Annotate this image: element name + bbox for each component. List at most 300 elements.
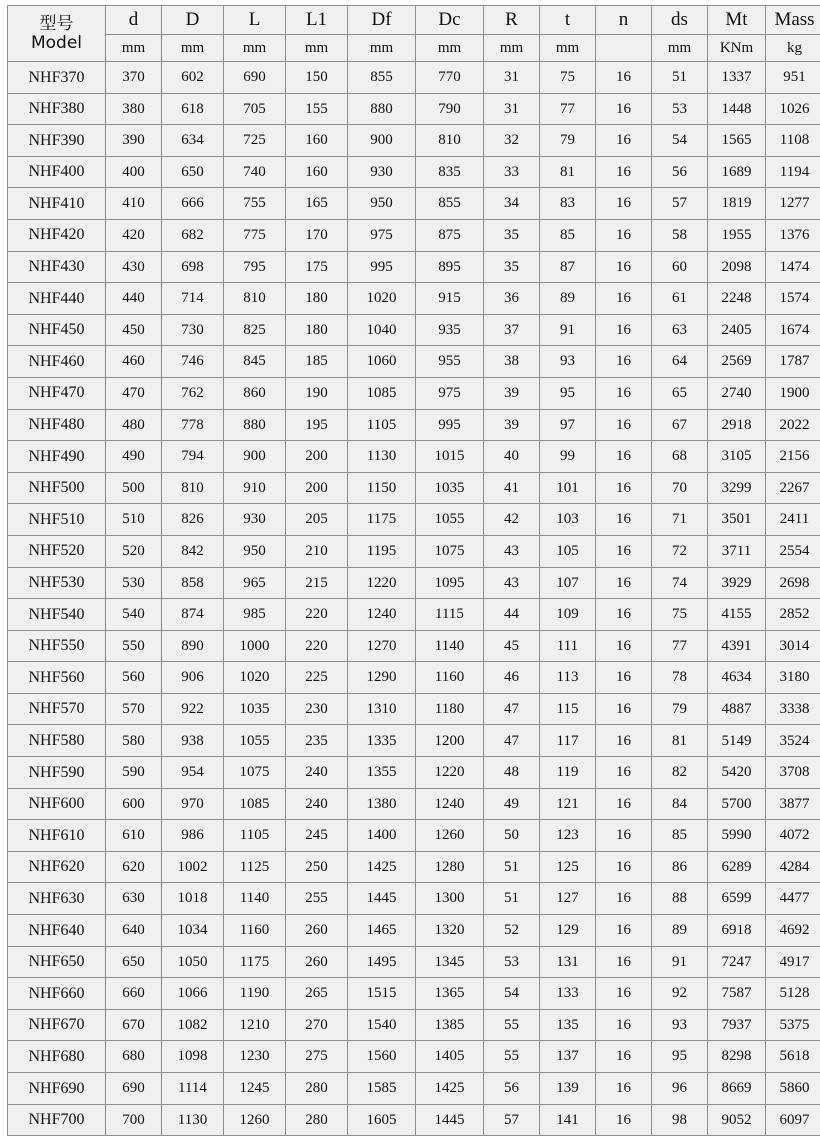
cell-value: 995 bbox=[348, 251, 416, 283]
cell-value: 35 bbox=[484, 251, 540, 283]
cell-value: 540 bbox=[106, 599, 162, 631]
cell-model: NHF680 bbox=[8, 1041, 106, 1073]
cell-value: 5700 bbox=[708, 788, 766, 820]
cell-value: 1018 bbox=[162, 883, 224, 915]
specification-table bbox=[7, 5, 820, 1136]
cell-value: 1310 bbox=[348, 693, 416, 725]
cell-value: 1002 bbox=[162, 851, 224, 883]
cell-value: 1260 bbox=[224, 1104, 286, 1136]
cell-value: 38 bbox=[484, 346, 540, 378]
cell-value: 121 bbox=[540, 788, 596, 820]
cell-value: 16 bbox=[596, 1073, 652, 1105]
cell-value: 5990 bbox=[708, 820, 766, 852]
cell-value: 1674 bbox=[766, 314, 820, 346]
cell-value: 1787 bbox=[766, 346, 820, 378]
cell-value: 7587 bbox=[708, 978, 766, 1010]
cell-value: 210 bbox=[286, 535, 348, 567]
cell-value: 111 bbox=[540, 630, 596, 662]
cell-value: 520 bbox=[106, 535, 162, 567]
cell-value: 85 bbox=[540, 219, 596, 251]
cell-value: 1108 bbox=[766, 125, 820, 157]
cell-value: 1082 bbox=[162, 1009, 224, 1041]
cell-value: 70 bbox=[652, 472, 708, 504]
cell-value: 16 bbox=[596, 377, 652, 409]
cell-value: 480 bbox=[106, 409, 162, 441]
cell-value: 85 bbox=[652, 820, 708, 852]
cell-value: 16 bbox=[596, 946, 652, 978]
unit-Df: mm bbox=[348, 35, 416, 62]
cell-value: 910 bbox=[224, 472, 286, 504]
cell-value: 825 bbox=[224, 314, 286, 346]
cell-value: 915 bbox=[416, 283, 484, 315]
cell-value: 530 bbox=[106, 567, 162, 599]
cell-value: 1540 bbox=[348, 1009, 416, 1041]
cell-value: 16 bbox=[596, 535, 652, 567]
cell-value: 225 bbox=[286, 662, 348, 694]
unit-ds: mm bbox=[652, 35, 708, 62]
cell-value: 1140 bbox=[224, 883, 286, 915]
cell-model: NHF600 bbox=[8, 788, 106, 820]
cell-value: 730 bbox=[162, 314, 224, 346]
cell-value: 580 bbox=[106, 725, 162, 757]
cell-value: 1034 bbox=[162, 915, 224, 947]
cell-value: 670 bbox=[106, 1009, 162, 1041]
cell-value: 1130 bbox=[162, 1104, 224, 1136]
unit-t: mm bbox=[540, 35, 596, 62]
cell-value: 1220 bbox=[416, 757, 484, 789]
cell-value: 55 bbox=[484, 1009, 540, 1041]
table-row bbox=[8, 1041, 820, 1073]
cell-value: 370 bbox=[106, 62, 162, 94]
cell-value: 16 bbox=[596, 978, 652, 1010]
cell-value: 50 bbox=[484, 820, 540, 852]
column-header-Df: Df bbox=[348, 6, 416, 35]
cell-value: 1689 bbox=[708, 156, 766, 188]
cell-value: 16 bbox=[596, 409, 652, 441]
cell-value: 1425 bbox=[416, 1073, 484, 1105]
cell-value: 31 bbox=[484, 93, 540, 125]
cell-value: 1130 bbox=[348, 441, 416, 473]
cell-value: 230 bbox=[286, 693, 348, 725]
cell-value: 34 bbox=[484, 188, 540, 220]
cell-model: NHF510 bbox=[8, 504, 106, 536]
cell-model: NHF590 bbox=[8, 757, 106, 789]
cell-value: 200 bbox=[286, 472, 348, 504]
cell-value: 1015 bbox=[416, 441, 484, 473]
cell-value: 103 bbox=[540, 504, 596, 536]
cell-value: 190 bbox=[286, 377, 348, 409]
cell-value: 1026 bbox=[766, 93, 820, 125]
cell-value: 2267 bbox=[766, 472, 820, 504]
cell-value: 1160 bbox=[224, 915, 286, 947]
cell-value: 275 bbox=[286, 1041, 348, 1073]
cell-value: 101 bbox=[540, 472, 596, 504]
cell-value: 42 bbox=[484, 504, 540, 536]
cell-value: 16 bbox=[596, 757, 652, 789]
cell-value: 98 bbox=[652, 1104, 708, 1136]
cell-model: NHF380 bbox=[8, 93, 106, 125]
cell-value: 165 bbox=[286, 188, 348, 220]
cell-value: 975 bbox=[416, 377, 484, 409]
cell-value: 680 bbox=[106, 1041, 162, 1073]
cell-value: 810 bbox=[224, 283, 286, 315]
unit-L: mm bbox=[224, 35, 286, 62]
column-header-model-cn: 型号 bbox=[8, 15, 105, 34]
cell-value: 610 bbox=[106, 820, 162, 852]
cell-value: 86 bbox=[652, 851, 708, 883]
cell-value: 775 bbox=[224, 219, 286, 251]
cell-value: 270 bbox=[286, 1009, 348, 1041]
cell-value: 96 bbox=[652, 1073, 708, 1105]
table-row bbox=[8, 377, 820, 409]
table-row bbox=[8, 1104, 820, 1136]
cell-value: 1280 bbox=[416, 851, 484, 883]
cell-value: 16 bbox=[596, 93, 652, 125]
cell-value: 630 bbox=[106, 883, 162, 915]
cell-value: 950 bbox=[224, 535, 286, 567]
cell-value: 2022 bbox=[766, 409, 820, 441]
cell-value: 874 bbox=[162, 599, 224, 631]
cell-value: 951 bbox=[766, 62, 820, 94]
cell-value: 705 bbox=[224, 93, 286, 125]
cell-value: 1560 bbox=[348, 1041, 416, 1073]
cell-value: 3299 bbox=[708, 472, 766, 504]
table-row bbox=[8, 219, 820, 251]
cell-value: 1105 bbox=[348, 409, 416, 441]
cell-value: 1085 bbox=[348, 377, 416, 409]
header-row-units bbox=[8, 35, 820, 62]
cell-value: 3501 bbox=[708, 504, 766, 536]
cell-value: 16 bbox=[596, 346, 652, 378]
cell-value: 1195 bbox=[348, 535, 416, 567]
cell-value: 53 bbox=[652, 93, 708, 125]
cell-value: 3711 bbox=[708, 535, 766, 567]
cell-value: 602 bbox=[162, 62, 224, 94]
cell-value: 930 bbox=[224, 504, 286, 536]
cell-value: 245 bbox=[286, 820, 348, 852]
cell-value: 1020 bbox=[224, 662, 286, 694]
cell-value: 16 bbox=[596, 283, 652, 315]
cell-value: 842 bbox=[162, 535, 224, 567]
cell-value: 92 bbox=[652, 978, 708, 1010]
cell-value: 141 bbox=[540, 1104, 596, 1136]
header-row-symbols bbox=[8, 6, 820, 35]
cell-value: 155 bbox=[286, 93, 348, 125]
cell-value: 260 bbox=[286, 946, 348, 978]
cell-value: 52 bbox=[484, 915, 540, 947]
cell-value: 2852 bbox=[766, 599, 820, 631]
cell-value: 137 bbox=[540, 1041, 596, 1073]
cell-value: 2405 bbox=[708, 314, 766, 346]
cell-value: 44 bbox=[484, 599, 540, 631]
cell-value: 880 bbox=[224, 409, 286, 441]
cell-value: 91 bbox=[652, 946, 708, 978]
cell-value: 1150 bbox=[348, 472, 416, 504]
cell-value: 95 bbox=[540, 377, 596, 409]
cell-value: 690 bbox=[106, 1073, 162, 1105]
cell-value: 1900 bbox=[766, 377, 820, 409]
cell-value: 35 bbox=[484, 219, 540, 251]
cell-value: 4887 bbox=[708, 693, 766, 725]
cell-value: 970 bbox=[162, 788, 224, 820]
table-row bbox=[8, 93, 820, 125]
cell-value: 450 bbox=[106, 314, 162, 346]
cell-value: 922 bbox=[162, 693, 224, 725]
cell-value: 380 bbox=[106, 93, 162, 125]
cell-value: 51 bbox=[484, 851, 540, 883]
cell-value: 16 bbox=[596, 472, 652, 504]
cell-value: 89 bbox=[540, 283, 596, 315]
cell-value: 400 bbox=[106, 156, 162, 188]
cell-value: 620 bbox=[106, 851, 162, 883]
cell-value: 950 bbox=[348, 188, 416, 220]
cell-value: 56 bbox=[652, 156, 708, 188]
cell-value: 1445 bbox=[416, 1104, 484, 1136]
cell-value: 64 bbox=[652, 346, 708, 378]
cell-value: 46 bbox=[484, 662, 540, 694]
cell-value: 490 bbox=[106, 441, 162, 473]
cell-model: NHF500 bbox=[8, 472, 106, 504]
cell-value: 1355 bbox=[348, 757, 416, 789]
cell-value: 16 bbox=[596, 62, 652, 94]
table-row bbox=[8, 346, 820, 378]
cell-value: 16 bbox=[596, 156, 652, 188]
cell-model: NHF580 bbox=[8, 725, 106, 757]
cell-value: 16 bbox=[596, 567, 652, 599]
cell-value: 1115 bbox=[416, 599, 484, 631]
cell-value: 255 bbox=[286, 883, 348, 915]
table-row bbox=[8, 314, 820, 346]
cell-value: 1376 bbox=[766, 219, 820, 251]
cell-value: 99 bbox=[540, 441, 596, 473]
cell-value: 3877 bbox=[766, 788, 820, 820]
cell-value: 45 bbox=[484, 630, 540, 662]
cell-value: 1300 bbox=[416, 883, 484, 915]
cell-value: 95 bbox=[652, 1041, 708, 1073]
cell-value: 43 bbox=[484, 567, 540, 599]
cell-value: 16 bbox=[596, 915, 652, 947]
column-header-Dc: Dc bbox=[416, 6, 484, 35]
cell-value: 1605 bbox=[348, 1104, 416, 1136]
cell-value: 954 bbox=[162, 757, 224, 789]
cell-value: 755 bbox=[224, 188, 286, 220]
cell-value: 714 bbox=[162, 283, 224, 315]
table-row bbox=[8, 788, 820, 820]
cell-value: 31 bbox=[484, 62, 540, 94]
cell-value: 634 bbox=[162, 125, 224, 157]
cell-value: 1075 bbox=[416, 535, 484, 567]
cell-value: 1445 bbox=[348, 883, 416, 915]
cell-value: 1335 bbox=[348, 725, 416, 757]
cell-value: 74 bbox=[652, 567, 708, 599]
cell-model: NHF420 bbox=[8, 219, 106, 251]
cell-value: 700 bbox=[106, 1104, 162, 1136]
cell-value: 682 bbox=[162, 219, 224, 251]
cell-value: 41 bbox=[484, 472, 540, 504]
cell-value: 16 bbox=[596, 851, 652, 883]
cell-value: 430 bbox=[106, 251, 162, 283]
cell-value: 420 bbox=[106, 219, 162, 251]
cell-value: 54 bbox=[652, 125, 708, 157]
table-row bbox=[8, 62, 820, 94]
cell-model: NHF490 bbox=[8, 441, 106, 473]
cell-value: 5149 bbox=[708, 725, 766, 757]
cell-value: 16 bbox=[596, 693, 652, 725]
cell-value: 2411 bbox=[766, 504, 820, 536]
cell-value: 1105 bbox=[224, 820, 286, 852]
cell-value: 75 bbox=[540, 62, 596, 94]
table-row bbox=[8, 251, 820, 283]
cell-value: 1055 bbox=[416, 504, 484, 536]
cell-value: 265 bbox=[286, 978, 348, 1010]
cell-value: 16 bbox=[596, 662, 652, 694]
cell-value: 170 bbox=[286, 219, 348, 251]
cell-value: 250 bbox=[286, 851, 348, 883]
cell-value: 260 bbox=[286, 915, 348, 947]
cell-value: 16 bbox=[596, 188, 652, 220]
cell-value: 770 bbox=[416, 62, 484, 94]
column-header-D: D bbox=[162, 6, 224, 35]
cell-value: 955 bbox=[416, 346, 484, 378]
cell-value: 3338 bbox=[766, 693, 820, 725]
cell-model: NHF670 bbox=[8, 1009, 106, 1041]
cell-value: 1400 bbox=[348, 820, 416, 852]
cell-value: 3014 bbox=[766, 630, 820, 662]
table-row bbox=[8, 820, 820, 852]
cell-value: 1035 bbox=[416, 472, 484, 504]
cell-model: NHF480 bbox=[8, 409, 106, 441]
cell-value: 48 bbox=[484, 757, 540, 789]
cell-model: NHF620 bbox=[8, 851, 106, 883]
cell-value: 16 bbox=[596, 1104, 652, 1136]
cell-value: 1365 bbox=[416, 978, 484, 1010]
cell-value: 79 bbox=[652, 693, 708, 725]
cell-value: 1565 bbox=[708, 125, 766, 157]
unit-d: mm bbox=[106, 35, 162, 62]
cell-value: 4391 bbox=[708, 630, 766, 662]
cell-value: 4284 bbox=[766, 851, 820, 883]
cell-model: NHF550 bbox=[8, 630, 106, 662]
cell-value: 54 bbox=[484, 978, 540, 1010]
cell-value: 3708 bbox=[766, 757, 820, 789]
cell-value: 1210 bbox=[224, 1009, 286, 1041]
cell-value: 33 bbox=[484, 156, 540, 188]
unit-Dc: mm bbox=[416, 35, 484, 62]
cell-value: 875 bbox=[416, 219, 484, 251]
cell-value: 16 bbox=[596, 788, 652, 820]
cell-value: 16 bbox=[596, 1041, 652, 1073]
cell-value: 1200 bbox=[416, 725, 484, 757]
cell-model: NHF430 bbox=[8, 251, 106, 283]
cell-value: 3929 bbox=[708, 567, 766, 599]
cell-value: 16 bbox=[596, 441, 652, 473]
table-row bbox=[8, 156, 820, 188]
cell-value: 855 bbox=[348, 62, 416, 94]
unit-Mass: kg bbox=[766, 35, 820, 62]
cell-value: 1448 bbox=[708, 93, 766, 125]
cell-value: 460 bbox=[106, 346, 162, 378]
cell-value: 16 bbox=[596, 219, 652, 251]
cell-value: 81 bbox=[540, 156, 596, 188]
cell-value: 1180 bbox=[416, 693, 484, 725]
cell-value: 53 bbox=[484, 946, 540, 978]
table-row bbox=[8, 472, 820, 504]
table-row bbox=[8, 283, 820, 315]
cell-value: 1337 bbox=[708, 62, 766, 94]
cell-value: 1380 bbox=[348, 788, 416, 820]
cell-value: 3180 bbox=[766, 662, 820, 694]
table-row bbox=[8, 725, 820, 757]
cell-value: 590 bbox=[106, 757, 162, 789]
table-row bbox=[8, 1073, 820, 1105]
cell-value: 860 bbox=[224, 377, 286, 409]
cell-value: 127 bbox=[540, 883, 596, 915]
cell-value: 32 bbox=[484, 125, 540, 157]
cell-value: 82 bbox=[652, 757, 708, 789]
cell-value: 49 bbox=[484, 788, 540, 820]
cell-value: 57 bbox=[652, 188, 708, 220]
cell-value: 3105 bbox=[708, 441, 766, 473]
cell-value: 1585 bbox=[348, 1073, 416, 1105]
cell-value: 1066 bbox=[162, 978, 224, 1010]
cell-value: 935 bbox=[416, 314, 484, 346]
cell-value: 790 bbox=[416, 93, 484, 125]
cell-value: 5128 bbox=[766, 978, 820, 1010]
table-row bbox=[8, 567, 820, 599]
cell-value: 39 bbox=[484, 409, 540, 441]
cell-value: 78 bbox=[652, 662, 708, 694]
cell-value: 84 bbox=[652, 788, 708, 820]
cell-value: 1175 bbox=[224, 946, 286, 978]
cell-value: 855 bbox=[416, 188, 484, 220]
cell-value: 725 bbox=[224, 125, 286, 157]
cell-value: 5860 bbox=[766, 1073, 820, 1105]
cell-value: 900 bbox=[224, 441, 286, 473]
cell-value: 93 bbox=[652, 1009, 708, 1041]
cell-value: 1230 bbox=[224, 1041, 286, 1073]
cell-value: 858 bbox=[162, 567, 224, 599]
cell-value: 835 bbox=[416, 156, 484, 188]
cell-value: 2569 bbox=[708, 346, 766, 378]
column-header-n: n bbox=[596, 6, 652, 35]
cell-model: NHF370 bbox=[8, 62, 106, 94]
cell-value: 1240 bbox=[348, 599, 416, 631]
cell-value: 16 bbox=[596, 314, 652, 346]
cell-value: 410 bbox=[106, 188, 162, 220]
cell-value: 133 bbox=[540, 978, 596, 1010]
cell-value: 600 bbox=[106, 788, 162, 820]
cell-value: 135 bbox=[540, 1009, 596, 1041]
cell-value: 390 bbox=[106, 125, 162, 157]
cell-value: 500 bbox=[106, 472, 162, 504]
column-header-Mt: Mt bbox=[708, 6, 766, 35]
cell-value: 826 bbox=[162, 504, 224, 536]
cell-value: 985 bbox=[224, 599, 286, 631]
cell-value: 115 bbox=[540, 693, 596, 725]
cell-value: 5618 bbox=[766, 1041, 820, 1073]
cell-value: 16 bbox=[596, 599, 652, 631]
cell-value: 16 bbox=[596, 251, 652, 283]
cell-value: 440 bbox=[106, 283, 162, 315]
cell-value: 67 bbox=[652, 409, 708, 441]
table-row bbox=[8, 409, 820, 441]
cell-value: 1260 bbox=[416, 820, 484, 852]
cell-value: 77 bbox=[652, 630, 708, 662]
cell-value: 16 bbox=[596, 125, 652, 157]
cell-value: 746 bbox=[162, 346, 224, 378]
cell-value: 83 bbox=[540, 188, 596, 220]
cell-value: 129 bbox=[540, 915, 596, 947]
